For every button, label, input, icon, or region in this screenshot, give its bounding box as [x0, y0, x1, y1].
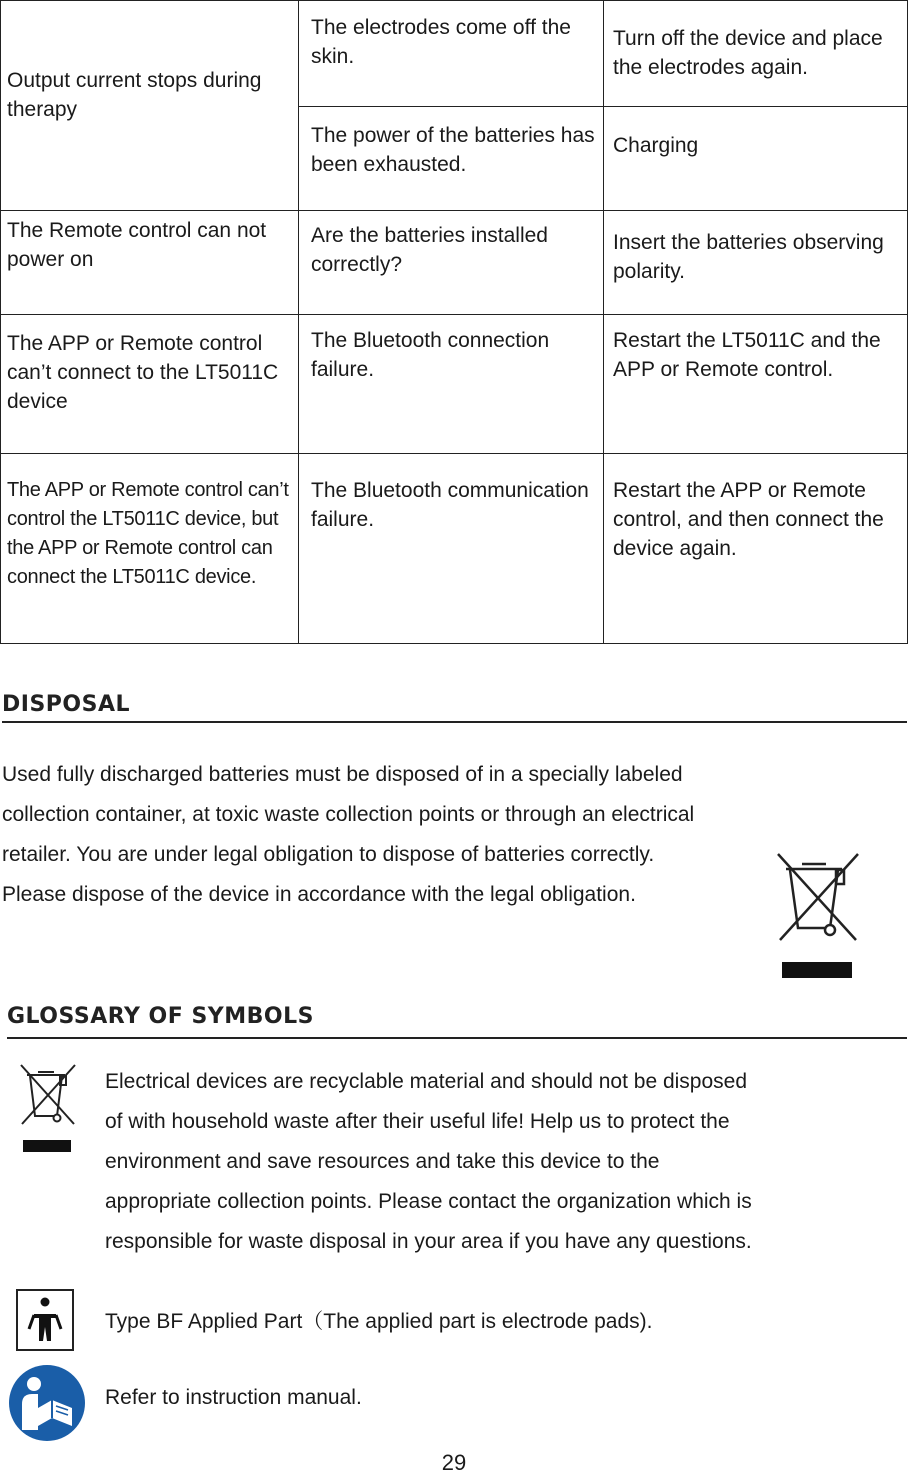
disposal-heading: DISPOSAL	[2, 692, 907, 723]
glossary-line: appropriate collection points. Please contact the organization which is	[105, 1190, 752, 1213]
type-bf-applied-part-icon	[16, 1289, 74, 1351]
cause-cell: The Bluetooth connection failure.	[299, 315, 604, 454]
table-row	[1, 454, 908, 644]
cause-cell: The Bluetooth communication failure.	[299, 454, 604, 644]
solution-cell: Turn off the device and place the electrodes again.	[604, 1, 908, 107]
glossary-line: responsible for waste disposal in your area if you have any questions.	[105, 1230, 752, 1253]
solution-cell: Insert the batteries observing polarity.	[604, 211, 908, 315]
solution-cell: Charging	[604, 107, 908, 211]
page-number: 29	[441, 1450, 467, 1475]
troubleshooting-table	[0, 0, 908, 644]
solution-cell: Restart the APP or Remote control, and then connect the device again.	[604, 454, 908, 644]
table-row	[1, 211, 908, 315]
disposal-line: collection container, at toxic waste collection points or through an electrical	[2, 803, 695, 826]
glossary-manual-description: Refer to instruction manual.	[105, 1386, 362, 1409]
glossary-bf-description: Type BF Applied Part（The applied part is electrode pads).	[105, 1310, 653, 1333]
cause-cell: The electrodes come off the skin.	[299, 1, 604, 107]
solution-cell: Restart the LT5011C and the APP or Remote control.	[604, 315, 908, 454]
glossary-heading: GLOSSARY OF SYMBOLS	[7, 1004, 907, 1039]
problem-cell: Output current stops during therapy	[1, 1, 299, 211]
refer-to-manual-icon	[8, 1364, 86, 1442]
table-row	[1, 1, 908, 107]
cause-cell: Are the batteries installed correctly?	[299, 211, 604, 315]
glossary-line: of with household waste after their useful life! Help us to protect the	[105, 1110, 730, 1133]
table-row	[1, 315, 908, 454]
cause-cell: The power of the batteries has been exhausted.	[299, 107, 604, 211]
problem-cell: The APP or Remote control can’t control the LT5011C device, but the APP or Remote control can connect the LT5011C device.	[1, 454, 299, 644]
problem-cell: The APP or Remote control can’t connect to the LT5011C device	[1, 315, 299, 454]
disposal-paragraph	[2, 755, 802, 915]
glossary-line: Electrical devices are recyclable material and should not be disposed	[105, 1070, 748, 1093]
glossary-line: environment and save resources and take this device to the	[105, 1150, 660, 1173]
weee-crossed-bin-icon	[774, 850, 862, 980]
glossary-weee-description	[105, 1062, 885, 1262]
disposal-line: retailer. You are under legal obligation to dispose of batteries correctly.	[2, 843, 655, 866]
disposal-line: Used fully discharged batteries must be disposed of in a specially labeled	[2, 763, 683, 786]
weee-crossed-bin-icon	[18, 1062, 78, 1156]
problem-cell: The Remote control can not power on	[1, 211, 299, 315]
disposal-line: Please dispose of the device in accordance with the legal obligation.	[2, 883, 636, 906]
